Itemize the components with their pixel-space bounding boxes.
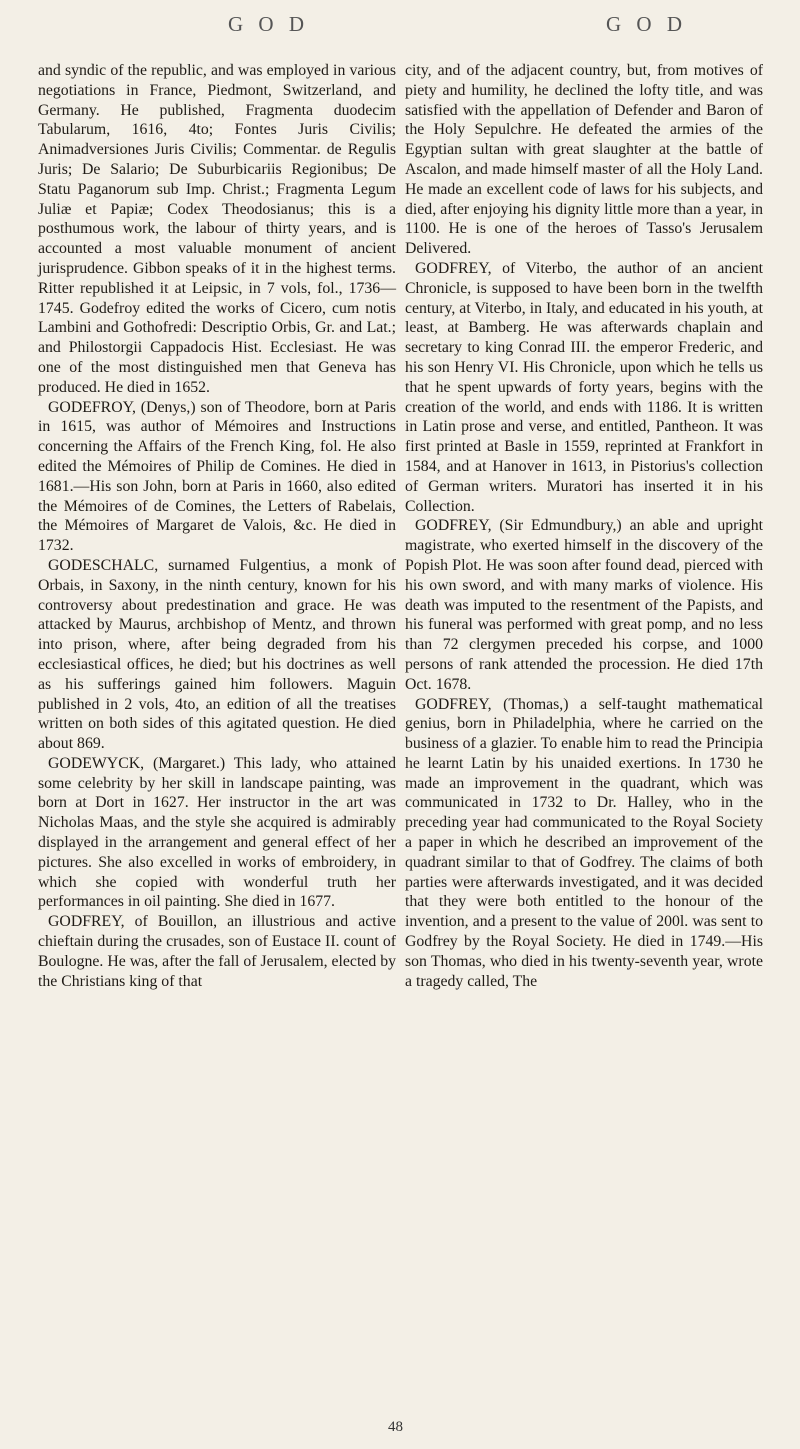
page-number: 48 bbox=[388, 1419, 403, 1435]
running-header bbox=[0, 12, 800, 42]
paragraph: city, and of the adjacent country, but, from motives of piety and humility, he declined the lofty title, and was satisfied with the appellation of Defender and Baron of the Holy Sepulchre. He defeated the armies of the Egyptian sultan with great slaughter at the battle of Ascalon, and made himself master of all the Holy Land. He made an excellent code of laws for his subjects, and died, after enjoying his dignity little more than a year, in 1100. He is one of the heroes of Tasso's Jerusalem Delivered. bbox=[405, 62, 763, 258]
paragraph: GODFREY, of Bouillon, an illustrious and active chieftain during the crusades, son of Eustace II. count of Boulogne. He was, after the fall of Jerusalem, elected by the Christians king of that bbox=[38, 913, 396, 990]
paragraph: GODFREY, of Viterbo, the author of an ancient Chronicle, is supposed to have been born in the twelfth century, at Viterbo, in Italy, and educated in his youth, at least, at Bamberg. He was afterwards chaplain and secretary to king Conrad III. the emperor Frederic, and his son Henry VI. His Chronicle, upon which he tells us that he spent upwards of forty years, begins with the creation of the world, and ends with 1186. It is written in Latin prose and verse, and entitled, Pantheon. It was first printed at Basle in 1559, reprinted at Frankfort in 1584, and at Hanover in 1613, in Pistorius's collection of German writers. Muratori has inserted it in his Collection. bbox=[405, 259, 763, 515]
paragraph: and syndic of the republic, and was employed in various negotiations in France, Piedmont, Switzerland, and Germany. He published, Fragmenta duodecim Tabularum, 1616, 4to; Fontes Juris Civilis; Animadversiones Juris Civilis; Commentar. de Regulis Juris; De Salario; De Suburbicariis Regionibus; De Statu Paganorum sub Imp. Christ.; Fragmenta Legum Juliæ et Papiæ; Codex Theodosianus; this is a posthumous work, the labour of thirty years, and is accounted a most valuable monument of ancient jurisprudence. Gibbon speaks of it in the highest terms. Ritter republished it at Leipsic, in 7 vols, fol., 1736—1745. Godefroy edited the works of Cicero, cum notis Lambini and Gothofredi: Descriptio Orbis, Gr. and Lat.; and Philostorgii Cappadocis Hist. Ecclesiast. He was one of the most distinguished men that Geneva has produced. He died in 1652. bbox=[38, 62, 396, 396]
paragraph: GODEFROY, (Denys,) son of Theodore, born at Paris in 1615, was author of Mémoires and Instructions concerning the Affairs of the French King, fol. He also edited the Mémoires of Philip de Comines. He died in 1681.—His son John, born at Paris in 1660, also edited the Mémoires of de Comines, the Letters of Rabelais, the Mémoires of Margaret de Valois, &c. He died in 1732. bbox=[38, 398, 396, 555]
right-column bbox=[405, 61, 763, 991]
paragraph: GODEWYCK, (Margaret.) This lady, who attained some celebrity by her skill in landscape painting, was born at Dort in 1627. Her instructor in the art was Nicholas Maas, and the style she acquired is admirably displayed in the arrangement and general effect of her pictures. She also excelled in works of embroidery, in which she copied with wonderful truth her performances in oil painting. She died in 1677. bbox=[38, 754, 396, 911]
paragraph: GODFREY, (Sir Edmundbury,) an able and upright magistrate, who exerted himself in the discovery of the Popish Plot. He was soon after found dead, pierced with his own sword, and with many marks of violence. His death was imputed to the resentment of the Papists, and his funeral was performed with great pomp, and no less than 72 clergymen preceded his corpse, and 1000 persons of rank attended the procession. He died 17th Oct. 1678. bbox=[405, 517, 763, 693]
paragraph: GODESCHALC, surnamed Fulgentius, a monk of Orbais, in Saxony, in the ninth century, known for his controversy about predestination and grace. He was attacked by Maurus, archbishop of Mentz, and thrown into prison, where, after being degraded from his ecclesiastical offices, he died; but his doctrines as well as his sufferings gained him followers. Maguin published in 2 vols, 4to, an edition of all the treatises written on both sides of this agitated question. He died about 869. bbox=[38, 556, 396, 753]
header-left: G O D bbox=[228, 12, 309, 36]
header-right: G O D bbox=[606, 12, 687, 36]
left-column bbox=[38, 61, 396, 991]
paragraph: GODFREY, (Thomas,) a self-taught mathematical genius, born in Philadelphia, where he carried on the business of a glazier. To enable him to read the Principia he learnt Latin by his unaided exertions. In 1730 he made an improvement in the quadrant, which was communicated in 1732 to Dr. Halley, who in the preceding year had communicated to the Royal Society a paper in which he described an improvement of the quadrant similar to that of Godfrey. The claims of both parties were afterwards investigated, and it was decided that they were both entitled to the honour of the invention, and a present to the value of 200l. was sent to Godfrey by the Royal Society. He died in 1749.—His son Thomas, who died in his twenty-seventh year, wrote a tragedy called, The bbox=[405, 695, 763, 990]
